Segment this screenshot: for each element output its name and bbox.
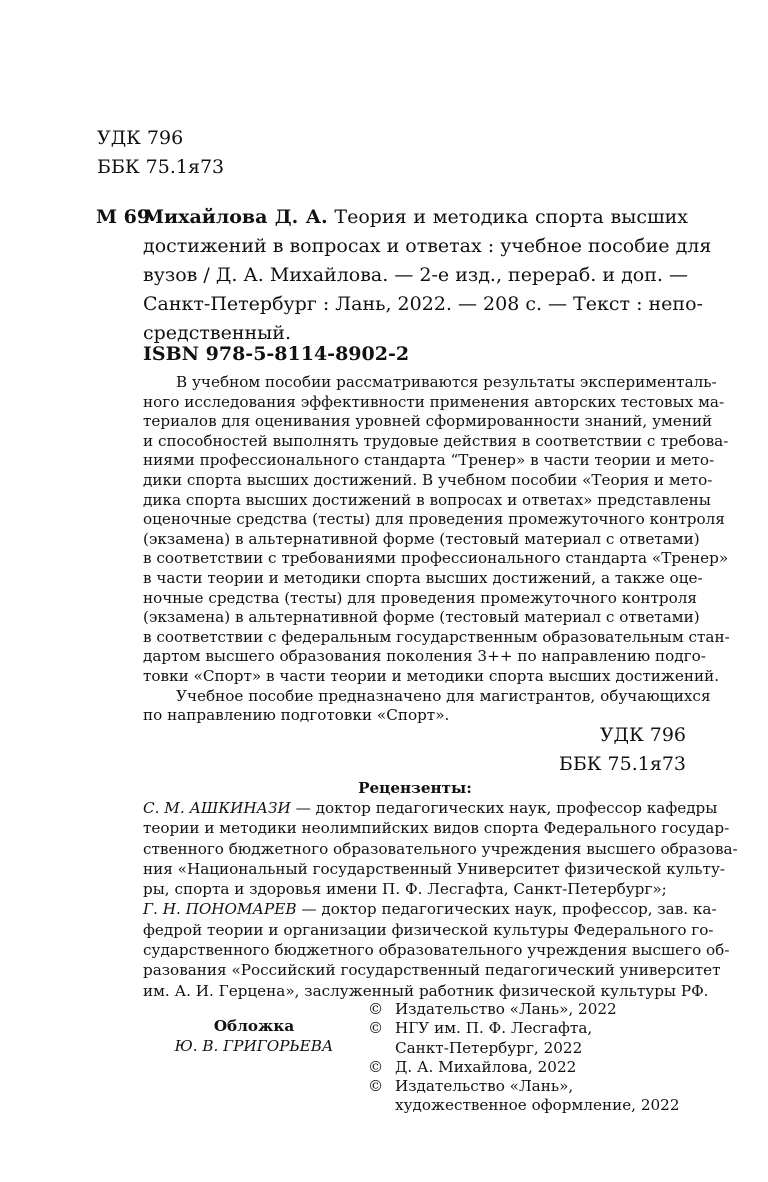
abstract-line: Учебное пособие предназначено для магистрантов, обучающихся [176, 686, 711, 705]
udk-bbk-header [97, 124, 224, 182]
copyright-entry: © Д. А. Михайлова, 2022 [368, 1057, 577, 1076]
reviewer-line: Г. Н. ПОНОМАРЕВ — доктор педагогических наук, профессор, зав. ка- [143, 900, 717, 919]
biblio-line: Михайлова Д. А. Теория и методика спорта высших [143, 206, 689, 228]
reviewer-line: ния «Национальный государственный Университет физической культу- [143, 859, 726, 878]
udk-bbk-footer [559, 721, 686, 779]
abstract-line: (экзамена) в альтернативной форме (тестовый материал с ответами) [143, 608, 700, 627]
copyright-entry: © Издательство «Лань», художественное оформление, 2022 [368, 1077, 680, 1115]
reviewers-title: Рецензенты: [358, 779, 472, 797]
abstract-line: оценочные средства (тесты) для проведения промежуточного контроля [143, 510, 725, 529]
copyright-symbol: © [368, 1077, 384, 1096]
reviewers-list [143, 798, 738, 1001]
reviewer-line: С. М. АШКИНАЗИ — доктор педагогических наук, профессор кафедры [143, 799, 718, 817]
biblio-line: Санкт-Петербург : Лань, 2022. — 208 с. — Текст : непо- [143, 293, 703, 315]
reviewer-line: ственного бюджетного образовательного учреждения высшего образова- [143, 839, 738, 858]
author-code: М 69 [96, 206, 151, 228]
abstract-line: ночные средства (тесты) для проведения промежуточного контроля [143, 588, 697, 607]
bibliographic-record [143, 203, 712, 348]
abstract-line: ного исследования эффективности применения авторских тестовых ма- [143, 392, 725, 411]
abstract-line: В учебном пособии рассматриваются результаты эксперименталь- [176, 373, 717, 391]
abstract-line: дартом высшего образования поколения 3++ по направлению подго- [143, 647, 706, 666]
abstract-line: по направлению подготовки «Спорт». [143, 706, 450, 725]
reviewer-name: С. М. АШКИНАЗИ [143, 799, 291, 817]
reviewer-line: разования «Российский государственный педагогический университет [143, 961, 721, 980]
biblio-line: средственный. [143, 322, 291, 344]
cover-label: Обложка [213, 1017, 295, 1035]
copyright-block [368, 1000, 688, 1116]
bbk-code: ББК 75.1я73 [558, 753, 686, 775]
copyright-entry: © НГУ им. П. Ф. Лесгафта, Санкт-Петербург, 2022 [368, 1019, 593, 1057]
abstract-line: в соответствии с требованиями профессионального стандарта «Тренер» [143, 549, 729, 568]
abstract-line: дики спорта высших достижений. В учебном пособии «Теория и мето- [143, 470, 713, 489]
reviewer-name: Г. Н. ПОНОМАРЕВ [143, 900, 297, 919]
abstract-line: ниями профессионального стандарта “Тренер» в части теории и мето- [143, 451, 715, 470]
isbn: ISBN 978-5-8114-8902-2 [143, 343, 410, 365]
abstract-line: в соответствии с федеральным государственным образовательным стан- [143, 627, 730, 646]
reviewer-line: федрой теории и организации физической культуры Федерального го- [143, 920, 714, 939]
copyright-symbol: © [368, 1000, 384, 1018]
reviewer-line: теории и методики неолимпийских видов спорта Федерального государ- [143, 819, 730, 838]
copyright-entry: © Издательство «Лань», 2022 [368, 1000, 617, 1018]
abstract-line: и способностей выполнять трудовые действия в соответствии с требова- [143, 431, 729, 450]
cover-designer: Ю. В. ГРИГОРЬЕВА [174, 1036, 334, 1055]
udk-code: УДК 796 [599, 724, 686, 746]
abstract-line: дика спорта высших достижений в вопросах и ответах» представлены [143, 490, 711, 509]
biblio-line: вузов / Д. А. Михайлова. — 2-е изд., перераб. и доп. — [143, 264, 688, 286]
abstract-line: в части теории и методики спорта высших достижений, а также оце- [143, 568, 703, 587]
reviewer-line: ры, спорта и здоровья имени П. Ф. Лесгафта, Санкт-Петербург»; [143, 880, 667, 899]
abstract-line: териалов для оценивания уровней сформированности знаний, умений [143, 412, 713, 431]
copyright-symbol: © [368, 1057, 384, 1076]
abstract-line: (экзамена) в альтернативной форме (тестовый материал с ответами) [143, 529, 700, 548]
abstract [143, 373, 730, 726]
reviewer-line: сударственного бюджетного образовательного учреждения высшего об- [143, 941, 730, 960]
cover-credit [143, 1017, 365, 1056]
biblio-line: достижений в вопросах и ответах : учебное пособие для [143, 235, 712, 257]
copyright-symbol: © [368, 1019, 384, 1038]
udk-code: УДК 796 [97, 127, 184, 149]
bbk-code: ББК 75.1я73 [97, 156, 225, 178]
abstract-line: товки «Спорт» в части теории и методики спорта высших достижений. [143, 666, 720, 685]
reviewer-line: им. А. И. Герцена», заслуженный работник физической культуры РФ. [143, 981, 709, 1000]
author-name: Михайлова Д. А. [143, 206, 328, 228]
